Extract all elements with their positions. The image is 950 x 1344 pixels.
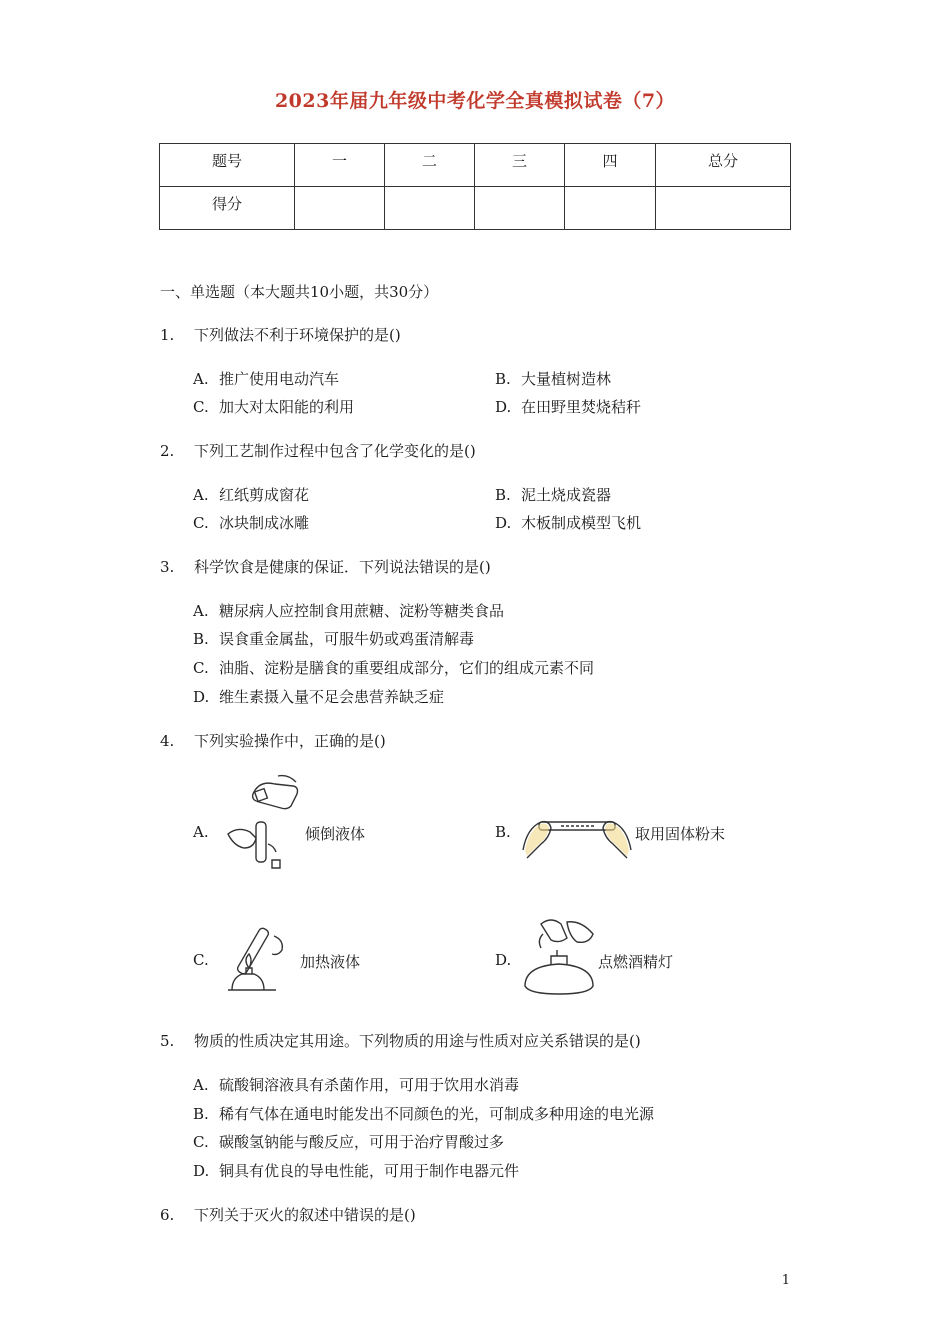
score-cell (565, 187, 656, 230)
question-text: 下列做法不利于环境保护的是() (194, 326, 401, 344)
light-alcohol-lamp-illustration (521, 914, 597, 998)
option-text: 取用固体粉末 (635, 825, 726, 843)
table-cell: 二 (385, 144, 475, 187)
option: A. 推广使用电动汽车 (193, 370, 340, 388)
table-cell: 四 (565, 144, 656, 187)
option: B. 误食重金属盐，可服牛奶或鸡蛋清解毒 (193, 630, 475, 648)
question-6: 6. 下列关于灭火的叙述中错误的是() (160, 1206, 416, 1224)
option: D. 木板制成模型飞机 (495, 514, 642, 532)
option: C. 加大对太阳能的利用 (193, 398, 355, 416)
option: B. 稀有气体在通电时能发出不同颜色的光，可制成多种用途的电光源 (193, 1105, 655, 1123)
option-letter: B. (495, 823, 511, 841)
option: B. 大量植树造林 (495, 370, 612, 388)
table-cell: 题号 (160, 144, 295, 187)
score-cell (656, 187, 791, 230)
table-cell: 总分 (656, 144, 791, 187)
page-title: 2023年届九年级中考化学全真模拟试卷（7） (274, 90, 676, 112)
question-text: 下列工艺制作过程中包含了化学变化的是() (194, 442, 476, 460)
option: C. 油脂、淀粉是膳食的重要组成部分，它们的组成元素不同 (193, 659, 595, 677)
heat-liquid-illustration (218, 918, 298, 996)
option: D. 维生素摄入量不足会患营养缺乏症 (193, 688, 445, 706)
pour-liquid-illustration (218, 772, 302, 872)
option: C. 碳酸氢钠能与酸反应，可用于治疗胃酸过多 (193, 1133, 505, 1151)
option-letter: A. (193, 823, 209, 841)
question-2: 2. 下列工艺制作过程中包含了化学变化的是() (160, 442, 476, 460)
question-3: 3. 科学饮食是健康的保证．下列说法错误的是() (160, 558, 491, 576)
option: C. 冰块制成冰雕 (193, 514, 310, 532)
option-text: 加热液体 (300, 953, 361, 971)
question-text: 科学饮食是健康的保证．下列说法错误的是() (194, 558, 491, 576)
question-text: 下列实验操作中，正确的是() (194, 732, 386, 750)
table-cell: 得分 (160, 187, 295, 230)
option-letter: D. (495, 951, 512, 969)
score-table (159, 143, 791, 230)
option: D. 铜具有优良的导电性能，可用于制作电器元件 (193, 1162, 520, 1180)
question-text: 下列关于灭火的叙述中错误的是() (194, 1206, 416, 1224)
option: A. 硫酸铜溶液具有杀菌作用，可用于饮用水消毒 (193, 1076, 520, 1094)
score-cell (475, 187, 565, 230)
section-heading: 一、单选题（本大题共10小题，共30分） (160, 283, 439, 301)
page-number: 1 (781, 1273, 790, 1288)
question-text: 物质的性质决定其用途。下列物质的用途与性质对应关系错误的是() (194, 1032, 641, 1050)
score-table-score-row (160, 187, 791, 230)
option-text: 倾倒液体 (305, 825, 366, 843)
option: A. 红纸剪成窗花 (193, 486, 310, 504)
question-5: 5. 物质的性质决定其用途。下列物质的用途与性质对应关系错误的是() (160, 1032, 641, 1050)
option: A. 糖尿病人应控制食用蔗糖、淀粉等糖类食品 (193, 602, 505, 620)
table-cell: 三 (475, 144, 565, 187)
score-cell (295, 187, 385, 230)
score-cell (385, 187, 475, 230)
option-text: 点燃酒精灯 (598, 953, 674, 971)
table-cell: 一 (295, 144, 385, 187)
question-4: 4. 下列实验操作中，正确的是() (160, 732, 386, 750)
option: B. 泥土烧成瓷器 (495, 486, 612, 504)
option: D. 在田野里焚烧秸秆 (495, 398, 642, 416)
option-letter: C. (193, 951, 209, 969)
powder-sampling-illustration (521, 806, 633, 868)
question-1: 1. 下列做法不利于环境保护的是() (160, 326, 401, 344)
score-table-header-row (160, 144, 791, 187)
